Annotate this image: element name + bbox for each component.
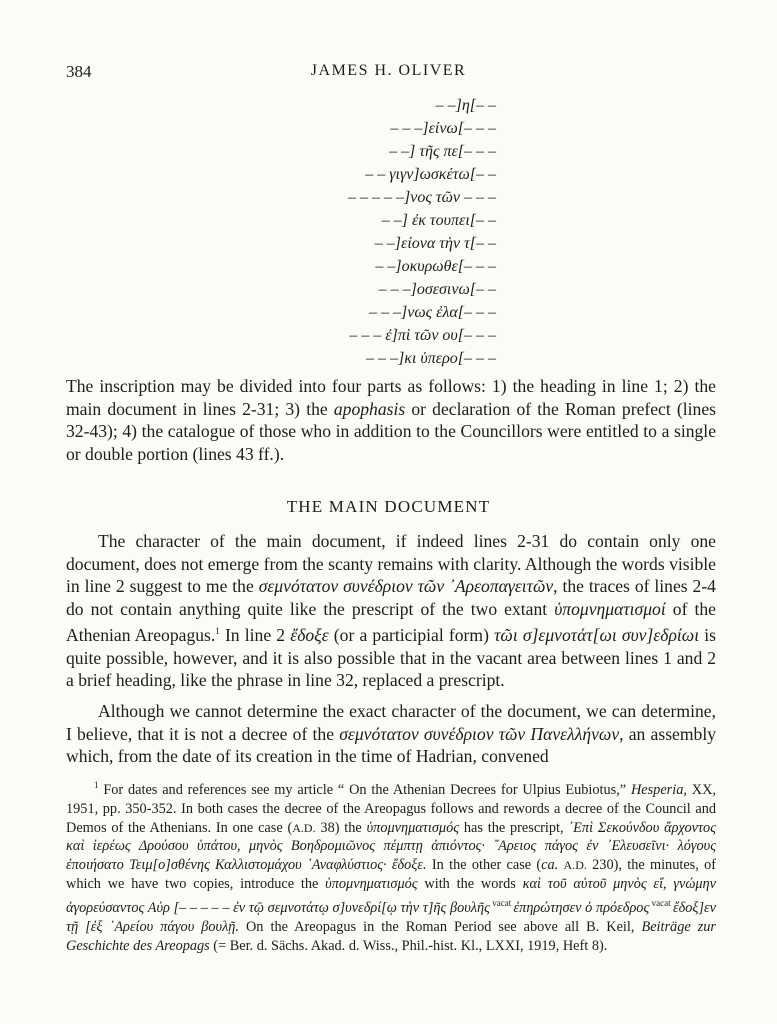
- page-header: [0, 62, 777, 86]
- inscription-line: – – –]είνω[– – –: [390, 120, 496, 137]
- inscription-line: – –] ἐκ τουπει[– –: [381, 212, 496, 229]
- inscription-line: – – – – –]νος τῶν – – –: [348, 189, 496, 206]
- inscription-line: – –]είονα τὴν τ[– –: [374, 235, 496, 252]
- page-number: 384: [66, 62, 92, 81]
- inscription-line: – –]οκυρωθε[– – –: [375, 258, 496, 275]
- main-document-paragraph: The character of the main document, if indeed lines 2-31 do contain only one document, does not emerge from the scanty remains with clarity. Although the words visible in line 2 suggest to me the σεμνότατον συνέδριον τῶν ᾿Αρεοπαγειτῶν, the traces of lines 2-4 do not contain anything quite like the prescript of the two extant ὑπομνηματισμοί of the Athenian Areopagus.$^1$ In line 2 ἔδοξε (or a participial form) τῶι σ]εμνοτάτ[ωι συν]εδρίωι is quite possible, however, and it is also possible that in the vacant area between lines 1 and 2 a brief heading, like the phrase in line 32, replaced a prescript.: [66, 531, 716, 691]
- inscription-line: – – –]κι ὑπερο[– – –: [366, 350, 496, 367]
- footnote: $^1$ For dates and references see my article “ On the Athenian Decrees for Ulpius Eubiotus,” Hesperia, XX, 1951, pp. 350-352. In both cases the decree of the Areopagus follows and rewords a decree of the Council and Demos of the Athenians. In one case (A.D. 38) the ὑπομνηματισμός has the prescript, ᾿Επὶ Σεκούνδου ἄρχοντος καὶ ἱερέως Δρούσου ὑπάτου, μηνὸς Βοηδρομιῶνος πέμπτῃ ἀπιόντος· ῎Αρειος πάγος ἐν ᾿Ελευσεῖνι· λόγους ἐποιήσατο Τειμ[ο]σθένης Καλλιστομάχου ᾿Αναφλύστιος· ἔδοξε. In the other case (ca. A.D. 230), the minutes, of which we have two copies, introduce the ὑπομνηματισμός with the words καὶ τοῦ αὐτοῦ μηνὸς εἴ, γνώμην ἀγορεύσαντος Αὐρ [– – – – – ἐν τῷ σεμνοτάτῳ σ]υνεδρί[ῳ τὴν τ]ῆς βουλῆς $^{vacat}$ ἐπηρώτησεν ὁ πρόεδρος $^{vacat}$ ἔδοξ]εν τῇ [ἐξ ᾿Αρείου πάγου βουλῇ. On the Areopagus in the Roman Period see above all B. Keil, Beiträge zur Geschichte des Areopags (= Ber. d. Sächs. Akad. d. Wiss., Phil.-hist. Kl., LXXI, 1919, Heft 8).: [66, 780, 717, 954]
- inscription-line: – –]η[– –: [435, 97, 496, 114]
- document-character-paragraph: Although we cannot determine the exact character of the document, we can determine, I believe, that it is not a decree of the σεμνότατον συνέδριον τῶν Πανελλήνων, an assembly which, from the date of its creation in the time of Hadrian, convened: [66, 701, 717, 767]
- inscription-line: – – –]νως ἐλα[– – –: [369, 304, 496, 321]
- inscription-line: – – γιγν]ωσκέτω[– –: [365, 166, 496, 183]
- inscription-line: – – –]οσεσινω[– –: [378, 281, 496, 298]
- inscription-line: – – – ἐ]πὶ τῶν ου[– – –: [349, 327, 496, 344]
- footnote-number: 1: [94, 780, 99, 790]
- section-title: THE MAIN DOCUMENT: [286, 497, 491, 516]
- intro-paragraph: The inscription may be divided into four parts as follows: 1) the heading in line 1; 2) the main document in lines 2-31; 3) the apophasis or declaration of the Roman prefect (lines 32-43); 4) the catalogue of those who in addition to the Councillors were entitled to a single or double portion (lines 43 ff.).: [66, 376, 716, 464]
- inscription-line: – –] τῆς πε[– – –: [389, 143, 496, 160]
- running-head: JAMES H. OLIVER: [310, 62, 467, 79]
- footnote-marker: 1: [215, 626, 220, 637]
